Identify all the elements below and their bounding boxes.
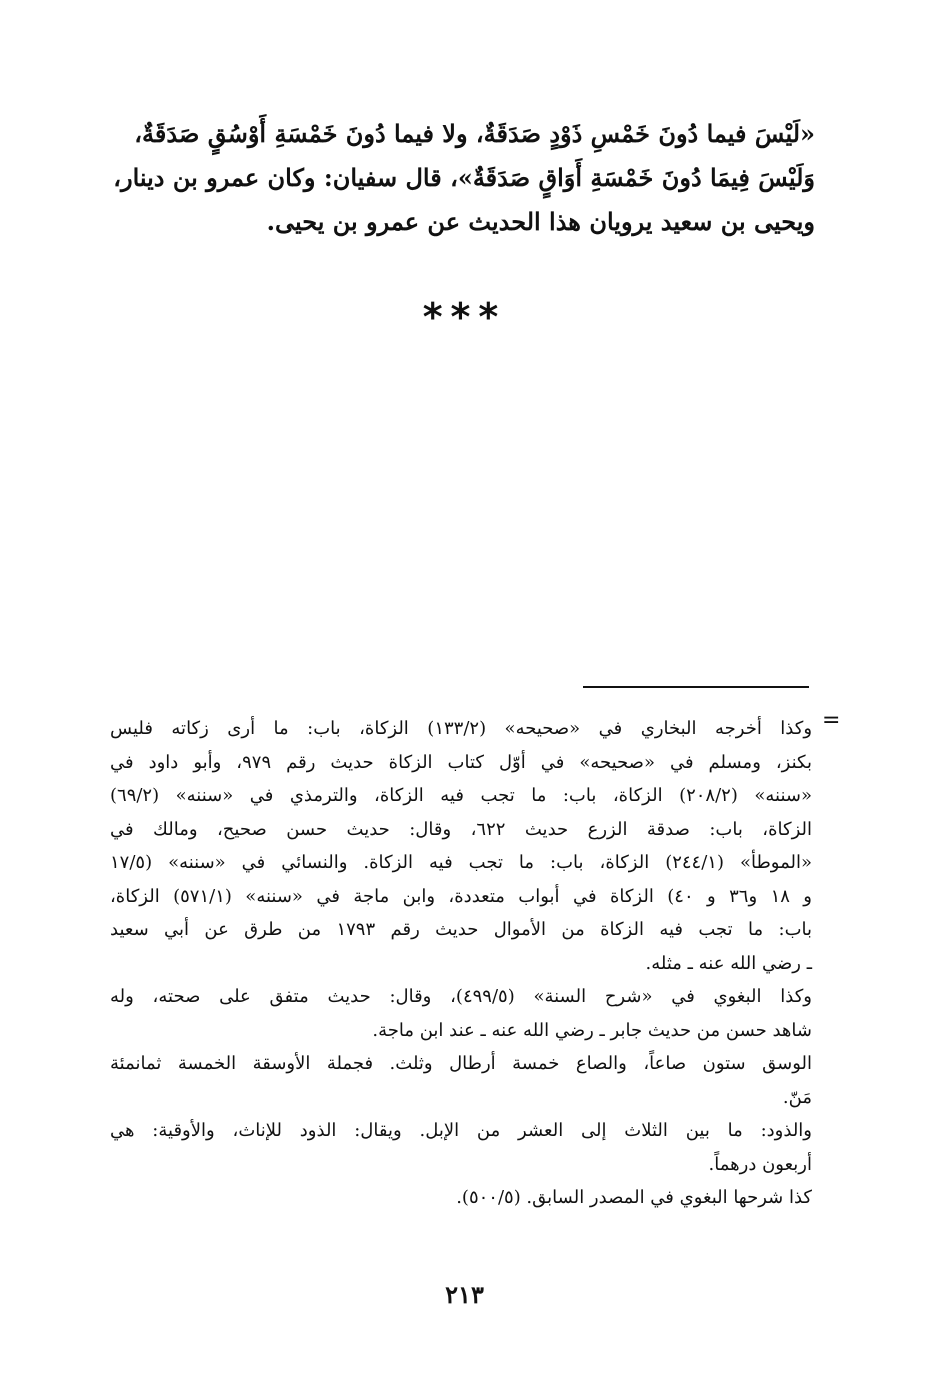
footnote-line: «الموطأ» (٢٤٤/١) الزكاة، باب: ما تجب فيه الزكاة. والنسائي في «سننه» (١٧/٥ — [110, 852, 812, 873]
footnote-line: ـ رضي الله عنه ـ مثله. — [645, 952, 812, 974]
footnote-line: شاهد حسن من حديث جابر ـ رضي الله عنه ـ عند ابن ماجة. — [372, 1019, 812, 1041]
footnote-line: مَنّ. — [782, 1086, 812, 1108]
footnote-line: الزكاة، باب: صدقة الزرع حديث ٦٢٢، وقال: حديث حسن صحيح، ومالك في — [110, 818, 812, 840]
footnote-line: الوسق ستون صاعاً، والصاع خمسة أرطال وثلث. فجملة الأوسقة الخمسة ثمانمئة — [110, 1053, 812, 1074]
page-number: ٢١٣ — [445, 1280, 484, 1309]
main-text-line: «لَيْسَ فيما دُونَ خَمْسِ ذَوْدٍ صَدَقَةٌ، ولا فيما دُونَ خَمْسَةِ أَوْسُقٍ صَدَقَةٌ، — [134, 119, 815, 148]
footnote-line: «سننه» (٢٠٨/٢) الزكاة، باب: ما تجب فيه الزكاة، والترمذي في «سننه» (٦٩/٢) — [110, 785, 812, 806]
footnote-line: باب: ما تجب فيه الزكاة من الأموال حديث رقم ١٧٩٣ من طرق عن أبي سعيد — [110, 919, 813, 940]
section-separator: *** — [422, 295, 507, 339]
footnote-divider — [583, 686, 809, 688]
footnote-line: وكذا أخرجه البخاري في «صحيحه» (١٣٣/٢) الزكاة، باب: ما أرى زكاته فليس — [110, 718, 813, 739]
main-text-line: وَلَيْسَ فِيمَا دُونَ خَمْسَةِ أَوَاقٍ صَدَقَةٌ»، قال سفيان: وكان عمرو بن دينار، — [113, 163, 815, 192]
footnote-line: والذود: ما بين الثلاث إلى العشر من الإبل. ويقال: الذود للإناث، والأوقية: هي — [110, 1120, 812, 1141]
footnote-line: أربعون درهماً. — [708, 1153, 812, 1175]
footnote-line: كذا شرحها البغوي في المصدر السابق. (٥٠٠/٥). — [456, 1187, 812, 1208]
footnote-line: بكنز، ومسلم في «صحيحه» في أوّل كتاب الزكاة حديث رقم ٩٧٩، وأبو داود في — [110, 751, 812, 773]
main-text-block — [100, 112, 815, 244]
footnotes-block — [110, 712, 812, 1215]
footnote-continuation-mark: = — [822, 708, 841, 733]
footnote-line: و ١٨ و٣٦ و ٤٠) الزكاة في أبواب متعددة، وابن ماجة في «سننه» (٥٧١/١) الزكاة، — [110, 885, 812, 907]
main-text-line: ويحيى بن سعيد يرويان هذا الحديث عن عمرو بن يحيى. — [266, 207, 815, 236]
footnote-line: وكذا البغوي في «شرح السنة» (٤٩٩/٥)، وقال: حديث متفق على صحته، وله — [110, 986, 812, 1007]
